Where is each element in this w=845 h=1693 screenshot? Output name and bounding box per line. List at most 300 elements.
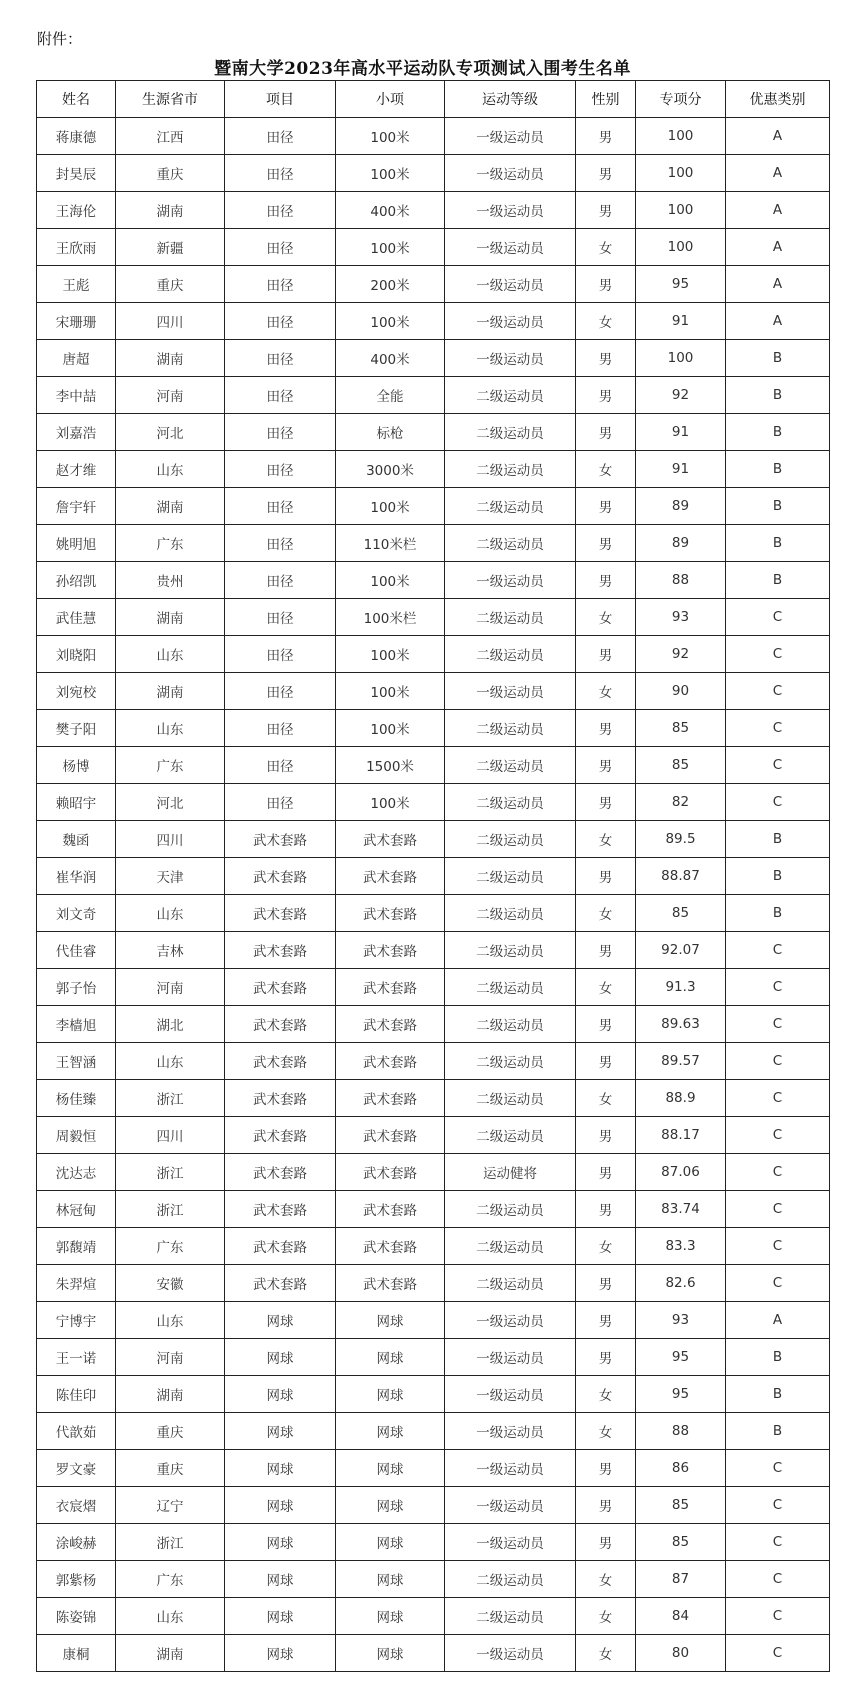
cell-province: 山东 xyxy=(116,1598,225,1635)
cell-preference-category: C xyxy=(726,1043,830,1080)
cell-preference-category: A xyxy=(726,1302,830,1339)
cell-name: 宋珊珊 xyxy=(37,303,116,340)
cell-gender: 男 xyxy=(576,858,636,895)
cell-name: 王彪 xyxy=(37,266,116,303)
cell-athlete-level: 二级运动员 xyxy=(445,969,576,1006)
cell-athlete-level: 一级运动员 xyxy=(445,1487,576,1524)
cell-event: 100米 xyxy=(336,303,445,340)
cell-score: 80 xyxy=(636,1635,726,1672)
cell-province: 湖南 xyxy=(116,673,225,710)
cell-sport: 武术套路 xyxy=(225,895,336,932)
cell-event: 100米 xyxy=(336,784,445,821)
table-row xyxy=(37,562,830,599)
cell-score: 91 xyxy=(636,303,726,340)
cell-score: 92 xyxy=(636,636,726,673)
cell-event: 武术套路 xyxy=(336,1080,445,1117)
table-row xyxy=(37,1117,830,1154)
cell-gender: 男 xyxy=(576,192,636,229)
table-row xyxy=(37,118,830,155)
cell-gender: 男 xyxy=(576,488,636,525)
table-row xyxy=(37,525,830,562)
cell-sport: 武术套路 xyxy=(225,1228,336,1265)
cell-gender: 女 xyxy=(576,1561,636,1598)
cell-sport: 武术套路 xyxy=(225,1043,336,1080)
cell-event: 400米 xyxy=(336,192,445,229)
table-row xyxy=(37,1450,830,1487)
cell-name: 沈达志 xyxy=(37,1154,116,1191)
cell-score: 95 xyxy=(636,266,726,303)
cell-event: 100米 xyxy=(336,155,445,192)
cell-event: 网球 xyxy=(336,1450,445,1487)
cell-event: 武术套路 xyxy=(336,932,445,969)
cell-gender: 女 xyxy=(576,1228,636,1265)
cell-name: 杨佳臻 xyxy=(37,1080,116,1117)
cell-athlete-level: 二级运动员 xyxy=(445,932,576,969)
cell-score: 88.87 xyxy=(636,858,726,895)
cell-name: 樊子阳 xyxy=(37,710,116,747)
cell-sport: 田径 xyxy=(225,784,336,821)
cell-score: 88.17 xyxy=(636,1117,726,1154)
cell-province: 河北 xyxy=(116,784,225,821)
cell-preference-category: C xyxy=(726,1561,830,1598)
cell-gender: 女 xyxy=(576,1635,636,1672)
cell-name: 武佳慧 xyxy=(37,599,116,636)
cell-sport: 田径 xyxy=(225,340,336,377)
cell-sport: 武术套路 xyxy=(225,969,336,1006)
cell-preference-category: A xyxy=(726,303,830,340)
cell-athlete-level: 一级运动员 xyxy=(445,1302,576,1339)
cell-athlete-level: 二级运动员 xyxy=(445,784,576,821)
cell-preference-category: C xyxy=(726,1191,830,1228)
cell-event: 武术套路 xyxy=(336,1228,445,1265)
table-row xyxy=(37,1635,830,1672)
cell-gender: 女 xyxy=(576,303,636,340)
cell-sport: 田径 xyxy=(225,303,336,340)
cell-gender: 女 xyxy=(576,1598,636,1635)
table-row xyxy=(37,932,830,969)
cell-preference-category: B xyxy=(726,414,830,451)
cell-score: 85 xyxy=(636,747,726,784)
cell-name: 李樯旭 xyxy=(37,1006,116,1043)
cell-score: 89 xyxy=(636,488,726,525)
column-header-sport: 项目 xyxy=(225,81,336,118)
cell-score: 85 xyxy=(636,1524,726,1561)
cell-score: 82 xyxy=(636,784,726,821)
cell-sport: 武术套路 xyxy=(225,858,336,895)
cell-event: 100米 xyxy=(336,229,445,266)
cell-province: 重庆 xyxy=(116,1450,225,1487)
cell-province: 广东 xyxy=(116,525,225,562)
cell-score: 95 xyxy=(636,1376,726,1413)
cell-score: 89.63 xyxy=(636,1006,726,1043)
cell-gender: 男 xyxy=(576,562,636,599)
document-title: 暨南大学2023年高水平运动队专项测试入围考生名单 xyxy=(214,59,631,79)
cell-score: 88 xyxy=(636,562,726,599)
column-header-province: 生源省市 xyxy=(116,81,225,118)
cell-gender: 男 xyxy=(576,636,636,673)
cell-gender: 男 xyxy=(576,1117,636,1154)
cell-gender: 男 xyxy=(576,118,636,155)
cell-score: 89.5 xyxy=(636,821,726,858)
cell-gender: 男 xyxy=(576,1191,636,1228)
cell-preference-category: B xyxy=(726,1339,830,1376)
table-row xyxy=(37,192,830,229)
table-row xyxy=(37,1376,830,1413)
cell-province: 广东 xyxy=(116,747,225,784)
cell-name: 刘嘉浩 xyxy=(37,414,116,451)
cell-preference-category: C xyxy=(726,599,830,636)
cell-athlete-level: 一级运动员 xyxy=(445,1339,576,1376)
cell-gender: 男 xyxy=(576,266,636,303)
cell-sport: 武术套路 xyxy=(225,1117,336,1154)
cell-gender: 女 xyxy=(576,451,636,488)
cell-sport: 武术套路 xyxy=(225,1265,336,1302)
cell-name: 涂峻赫 xyxy=(37,1524,116,1561)
cell-name: 代歆茹 xyxy=(37,1413,116,1450)
cell-sport: 武术套路 xyxy=(225,1080,336,1117)
cell-score: 100 xyxy=(636,118,726,155)
cell-athlete-level: 一级运动员 xyxy=(445,155,576,192)
cell-event: 100米 xyxy=(336,636,445,673)
cell-sport: 田径 xyxy=(225,451,336,488)
cell-preference-category: C xyxy=(726,1080,830,1117)
cell-preference-category: C xyxy=(726,747,830,784)
cell-gender: 女 xyxy=(576,599,636,636)
cell-preference-category: C xyxy=(726,1450,830,1487)
table-row xyxy=(37,451,830,488)
cell-athlete-level: 二级运动员 xyxy=(445,1043,576,1080)
cell-province: 湖南 xyxy=(116,488,225,525)
cell-gender: 女 xyxy=(576,895,636,932)
cell-province: 广东 xyxy=(116,1561,225,1598)
cell-name: 郭紫杨 xyxy=(37,1561,116,1598)
cell-athlete-level: 二级运动员 xyxy=(445,1006,576,1043)
cell-gender: 男 xyxy=(576,1043,636,1080)
table-row xyxy=(37,414,830,451)
cell-preference-category: C xyxy=(726,1598,830,1635)
cell-sport: 田径 xyxy=(225,562,336,599)
cell-gender: 男 xyxy=(576,377,636,414)
cell-name: 李中喆 xyxy=(37,377,116,414)
cell-province: 广东 xyxy=(116,1228,225,1265)
cell-sport: 网球 xyxy=(225,1635,336,1672)
cell-province: 山东 xyxy=(116,895,225,932)
cell-event: 武术套路 xyxy=(336,895,445,932)
cell-sport: 网球 xyxy=(225,1487,336,1524)
cell-athlete-level: 二级运动员 xyxy=(445,636,576,673)
cell-preference-category: C xyxy=(726,932,830,969)
cell-sport: 田径 xyxy=(225,229,336,266)
cell-sport: 田径 xyxy=(225,525,336,562)
cell-score: 100 xyxy=(636,340,726,377)
cell-sport: 田径 xyxy=(225,266,336,303)
cell-preference-category: B xyxy=(726,488,830,525)
cell-athlete-level: 二级运动员 xyxy=(445,599,576,636)
cell-gender: 男 xyxy=(576,1524,636,1561)
cell-province: 重庆 xyxy=(116,155,225,192)
table-row xyxy=(37,895,830,932)
cell-event: 武术套路 xyxy=(336,1191,445,1228)
table-row xyxy=(37,377,830,414)
cell-athlete-level: 一级运动员 xyxy=(445,303,576,340)
cell-province: 湖南 xyxy=(116,599,225,636)
cell-score: 91.3 xyxy=(636,969,726,1006)
cell-event: 网球 xyxy=(336,1376,445,1413)
cell-event: 网球 xyxy=(336,1524,445,1561)
cell-athlete-level: 二级运动员 xyxy=(445,895,576,932)
cell-province: 四川 xyxy=(116,1117,225,1154)
cell-sport: 田径 xyxy=(225,599,336,636)
cell-athlete-level: 运动健将 xyxy=(445,1154,576,1191)
cell-province: 重庆 xyxy=(116,266,225,303)
table-row xyxy=(37,1487,830,1524)
column-header-name: 姓名 xyxy=(37,81,116,118)
cell-score: 93 xyxy=(636,1302,726,1339)
cell-name: 杨博 xyxy=(37,747,116,784)
cell-athlete-level: 二级运动员 xyxy=(445,821,576,858)
cell-preference-category: B xyxy=(726,895,830,932)
table-body xyxy=(37,118,830,1672)
cell-sport: 网球 xyxy=(225,1302,336,1339)
cell-score: 92.07 xyxy=(636,932,726,969)
cell-event: 100米 xyxy=(336,488,445,525)
table-row xyxy=(37,1080,830,1117)
cell-province: 湖北 xyxy=(116,1006,225,1043)
cell-event: 标枪 xyxy=(336,414,445,451)
cell-gender: 男 xyxy=(576,1487,636,1524)
cell-sport: 网球 xyxy=(225,1413,336,1450)
cell-event: 武术套路 xyxy=(336,1006,445,1043)
table-row xyxy=(37,1228,830,1265)
cell-athlete-level: 一级运动员 xyxy=(445,266,576,303)
cell-event: 110米栏 xyxy=(336,525,445,562)
cell-name: 代佳睿 xyxy=(37,932,116,969)
cell-gender: 男 xyxy=(576,747,636,784)
cell-score: 93 xyxy=(636,599,726,636)
cell-score: 88.9 xyxy=(636,1080,726,1117)
cell-sport: 田径 xyxy=(225,673,336,710)
cell-gender: 女 xyxy=(576,821,636,858)
cell-gender: 男 xyxy=(576,525,636,562)
cell-score: 83.3 xyxy=(636,1228,726,1265)
cell-event: 网球 xyxy=(336,1413,445,1450)
table-row xyxy=(37,1413,830,1450)
cell-athlete-level: 一级运动员 xyxy=(445,229,576,266)
cell-province: 河南 xyxy=(116,377,225,414)
cell-athlete-level: 一级运动员 xyxy=(445,673,576,710)
cell-sport: 网球 xyxy=(225,1450,336,1487)
cell-sport: 武术套路 xyxy=(225,1006,336,1043)
cell-preference-category: C xyxy=(726,969,830,1006)
cell-name: 封昊辰 xyxy=(37,155,116,192)
cell-name: 朱羿煊 xyxy=(37,1265,116,1302)
cell-sport: 武术套路 xyxy=(225,932,336,969)
cell-province: 山东 xyxy=(116,710,225,747)
cell-province: 浙江 xyxy=(116,1080,225,1117)
cell-preference-category: C xyxy=(726,1487,830,1524)
cell-province: 河北 xyxy=(116,414,225,451)
table-row xyxy=(37,229,830,266)
cell-score: 83.74 xyxy=(636,1191,726,1228)
cell-score: 100 xyxy=(636,229,726,266)
cell-province: 山东 xyxy=(116,451,225,488)
cell-event: 400米 xyxy=(336,340,445,377)
cell-gender: 女 xyxy=(576,969,636,1006)
cell-score: 85 xyxy=(636,1487,726,1524)
cell-preference-category: C xyxy=(726,710,830,747)
cell-province: 浙江 xyxy=(116,1191,225,1228)
cell-score: 92 xyxy=(636,377,726,414)
cell-preference-category: C xyxy=(726,1117,830,1154)
cell-athlete-level: 二级运动员 xyxy=(445,747,576,784)
cell-name: 陈佳印 xyxy=(37,1376,116,1413)
cell-score: 91 xyxy=(636,414,726,451)
cell-gender: 男 xyxy=(576,1302,636,1339)
cell-athlete-level: 二级运动员 xyxy=(445,1228,576,1265)
table-row xyxy=(37,1006,830,1043)
table-row xyxy=(37,155,830,192)
cell-event: 武术套路 xyxy=(336,821,445,858)
cell-name: 刘宛校 xyxy=(37,673,116,710)
cell-athlete-level: 一级运动员 xyxy=(445,1524,576,1561)
cell-preference-category: A xyxy=(726,229,830,266)
cell-score: 86 xyxy=(636,1450,726,1487)
cell-sport: 网球 xyxy=(225,1561,336,1598)
cell-gender: 男 xyxy=(576,710,636,747)
cell-province: 浙江 xyxy=(116,1524,225,1561)
table-row xyxy=(37,1265,830,1302)
candidate-table xyxy=(36,80,830,1672)
cell-athlete-level: 二级运动员 xyxy=(445,1561,576,1598)
cell-province: 山东 xyxy=(116,1302,225,1339)
table-row xyxy=(37,821,830,858)
cell-score: 91 xyxy=(636,451,726,488)
cell-name: 康桐 xyxy=(37,1635,116,1672)
cell-province: 四川 xyxy=(116,303,225,340)
cell-sport: 田径 xyxy=(225,710,336,747)
cell-preference-category: C xyxy=(726,784,830,821)
cell-sport: 网球 xyxy=(225,1598,336,1635)
cell-athlete-level: 二级运动员 xyxy=(445,1265,576,1302)
cell-gender: 男 xyxy=(576,1265,636,1302)
cell-province: 贵州 xyxy=(116,562,225,599)
attachment-label: 附件： xyxy=(37,30,83,48)
cell-name: 赵才维 xyxy=(37,451,116,488)
column-header-gender: 性别 xyxy=(576,81,636,118)
cell-preference-category: C xyxy=(726,1228,830,1265)
cell-province: 河南 xyxy=(116,1339,225,1376)
table-row xyxy=(37,1339,830,1376)
cell-province: 辽宁 xyxy=(116,1487,225,1524)
cell-gender: 男 xyxy=(576,1339,636,1376)
cell-gender: 男 xyxy=(576,784,636,821)
cell-name: 王海伦 xyxy=(37,192,116,229)
cell-event: 100米 xyxy=(336,562,445,599)
cell-athlete-level: 二级运动员 xyxy=(445,1598,576,1635)
cell-name: 衣宸熠 xyxy=(37,1487,116,1524)
table-row xyxy=(37,1302,830,1339)
cell-province: 河南 xyxy=(116,969,225,1006)
cell-province: 安徽 xyxy=(116,1265,225,1302)
cell-sport: 武术套路 xyxy=(225,1191,336,1228)
cell-sport: 网球 xyxy=(225,1524,336,1561)
cell-event: 武术套路 xyxy=(336,969,445,1006)
cell-athlete-level: 二级运动员 xyxy=(445,1191,576,1228)
cell-name: 孙绍凯 xyxy=(37,562,116,599)
cell-sport: 田径 xyxy=(225,377,336,414)
cell-province: 湖南 xyxy=(116,1635,225,1672)
cell-name: 周毅恒 xyxy=(37,1117,116,1154)
cell-score: 100 xyxy=(636,192,726,229)
cell-name: 陈姿锦 xyxy=(37,1598,116,1635)
cell-preference-category: B xyxy=(726,525,830,562)
cell-name: 罗文豪 xyxy=(37,1450,116,1487)
table-row xyxy=(37,784,830,821)
cell-event: 网球 xyxy=(336,1339,445,1376)
cell-preference-category: C xyxy=(726,1635,830,1672)
cell-gender: 女 xyxy=(576,1080,636,1117)
table-row xyxy=(37,1598,830,1635)
cell-score: 95 xyxy=(636,1339,726,1376)
cell-gender: 男 xyxy=(576,155,636,192)
cell-sport: 田径 xyxy=(225,747,336,784)
cell-athlete-level: 一级运动员 xyxy=(445,1413,576,1450)
cell-preference-category: B xyxy=(726,1413,830,1450)
cell-score: 84 xyxy=(636,1598,726,1635)
cell-name: 赖昭宇 xyxy=(37,784,116,821)
cell-province: 吉林 xyxy=(116,932,225,969)
cell-preference-category: A xyxy=(726,155,830,192)
cell-preference-category: B xyxy=(726,821,830,858)
cell-sport: 田径 xyxy=(225,636,336,673)
cell-gender: 男 xyxy=(576,414,636,451)
cell-name: 姚明旭 xyxy=(37,525,116,562)
cell-preference-category: C xyxy=(726,1524,830,1561)
cell-name: 詹宇轩 xyxy=(37,488,116,525)
cell-preference-category: B xyxy=(726,562,830,599)
cell-athlete-level: 二级运动员 xyxy=(445,377,576,414)
cell-athlete-level: 二级运动员 xyxy=(445,1080,576,1117)
cell-name: 刘晓阳 xyxy=(37,636,116,673)
table-row xyxy=(37,1524,830,1561)
cell-preference-category: C xyxy=(726,636,830,673)
cell-province: 江西 xyxy=(116,118,225,155)
cell-athlete-level: 一级运动员 xyxy=(445,1635,576,1672)
cell-preference-category: B xyxy=(726,377,830,414)
cell-preference-category: B xyxy=(726,340,830,377)
cell-name: 王一诺 xyxy=(37,1339,116,1376)
cell-preference-category: C xyxy=(726,1006,830,1043)
table-row xyxy=(37,266,830,303)
table-row xyxy=(37,1043,830,1080)
cell-event: 100米 xyxy=(336,673,445,710)
cell-gender: 男 xyxy=(576,1154,636,1191)
cell-name: 郭子怡 xyxy=(37,969,116,1006)
table-row xyxy=(37,673,830,710)
table-row xyxy=(37,599,830,636)
cell-event: 网球 xyxy=(336,1598,445,1635)
table-row xyxy=(37,858,830,895)
cell-name: 宁博宇 xyxy=(37,1302,116,1339)
cell-preference-category: C xyxy=(726,1154,830,1191)
cell-score: 87 xyxy=(636,1561,726,1598)
cell-sport: 田径 xyxy=(225,192,336,229)
table-row xyxy=(37,747,830,784)
cell-athlete-level: 一级运动员 xyxy=(445,1450,576,1487)
cell-sport: 网球 xyxy=(225,1339,336,1376)
cell-athlete-level: 一级运动员 xyxy=(445,1376,576,1413)
table-header-row xyxy=(37,81,830,118)
